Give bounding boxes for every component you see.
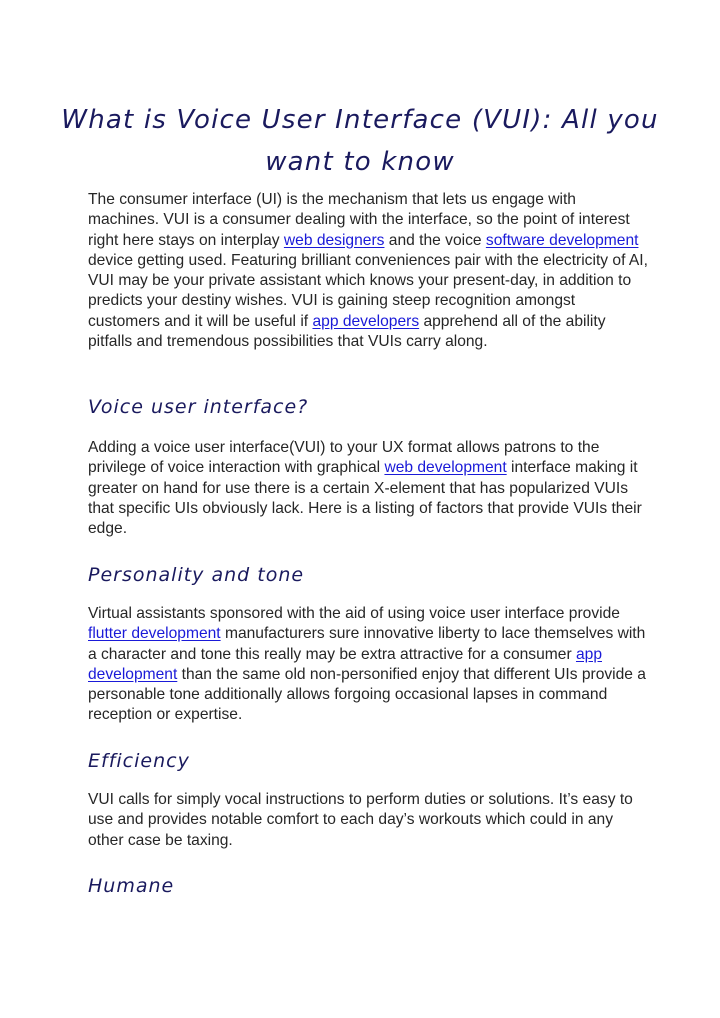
voice-ui-text-2: interface making it greater on hand for use there is a certain X-element that has popularized VUIs that specific UIs obviously lack. Here is a listing of factors that provide VUIs their edge. [88, 459, 642, 538]
intro-text-3: device getting used. Featuring brilliant conveniences pair with the electricity of AI, VUI may be your private assistant which knows your present-day, in addition to predicts your destiny wishes. VUI is gaining steep recognition amongst customers and it will be useful if [88, 251, 648, 330]
link-flutter-development[interactable]: flutter development [88, 625, 221, 643]
personality-text-1: Virtual assistants sponsored with the aid of using voice user interface provide [88, 605, 620, 622]
efficiency-paragraph [88, 790, 648, 851]
voice-ui-text-1: Adding a voice user interface(VUI) to your UX format allows patrons to the privilege of voice interaction with graphical [88, 439, 600, 477]
heading-personality-and-tone: Personality and tone [88, 564, 305, 586]
efficiency-text-1: VUI calls for simply vocal instructions to perform duties or solutions. It’s easy to use and provides notable comfort to each day’s workouts which could in any other case be taxing. [88, 791, 633, 849]
link-app-development[interactable]: app development [88, 645, 602, 683]
link-software-development[interactable]: software development [485, 231, 639, 249]
personality-text-2: manufacturers sure innovative liberty to lace themselves with a character and tone this really may be extra attractive for a consumer [88, 625, 646, 663]
voice-ui-paragraph [88, 438, 648, 539]
intro-text-4: apprehend all of the ability pitfalls and tremendous possibilities that VUIs carry along. [88, 312, 606, 351]
heading-voice-user-interface: Voice user interface? [88, 396, 309, 418]
link-web-designers[interactable]: web designers [283, 231, 385, 249]
personality-text-3: than the same old non-personified enjoy that different UIs provide a personable tone additionally allows forgoing occasional lapses in command reception or expertise. [88, 665, 646, 724]
document-title: What is Voice User Interface (VUI): All you want to know [61, 105, 659, 177]
intro-paragraph [88, 190, 648, 352]
heading-humane: Humane [88, 875, 175, 897]
intro-text-2: and the voice [384, 231, 486, 249]
link-app-developers[interactable]: app developers [312, 312, 420, 330]
link-web-development[interactable]: web development [384, 459, 507, 477]
heading-efficiency: Efficiency [88, 750, 190, 772]
personality-paragraph [88, 604, 648, 726]
intro-text-1: The consumer interface (UI) is the mechanism that lets us engage with machines. VUI is a consumer dealing with the interface, so the point of interest right here stays on interplay [88, 191, 630, 249]
